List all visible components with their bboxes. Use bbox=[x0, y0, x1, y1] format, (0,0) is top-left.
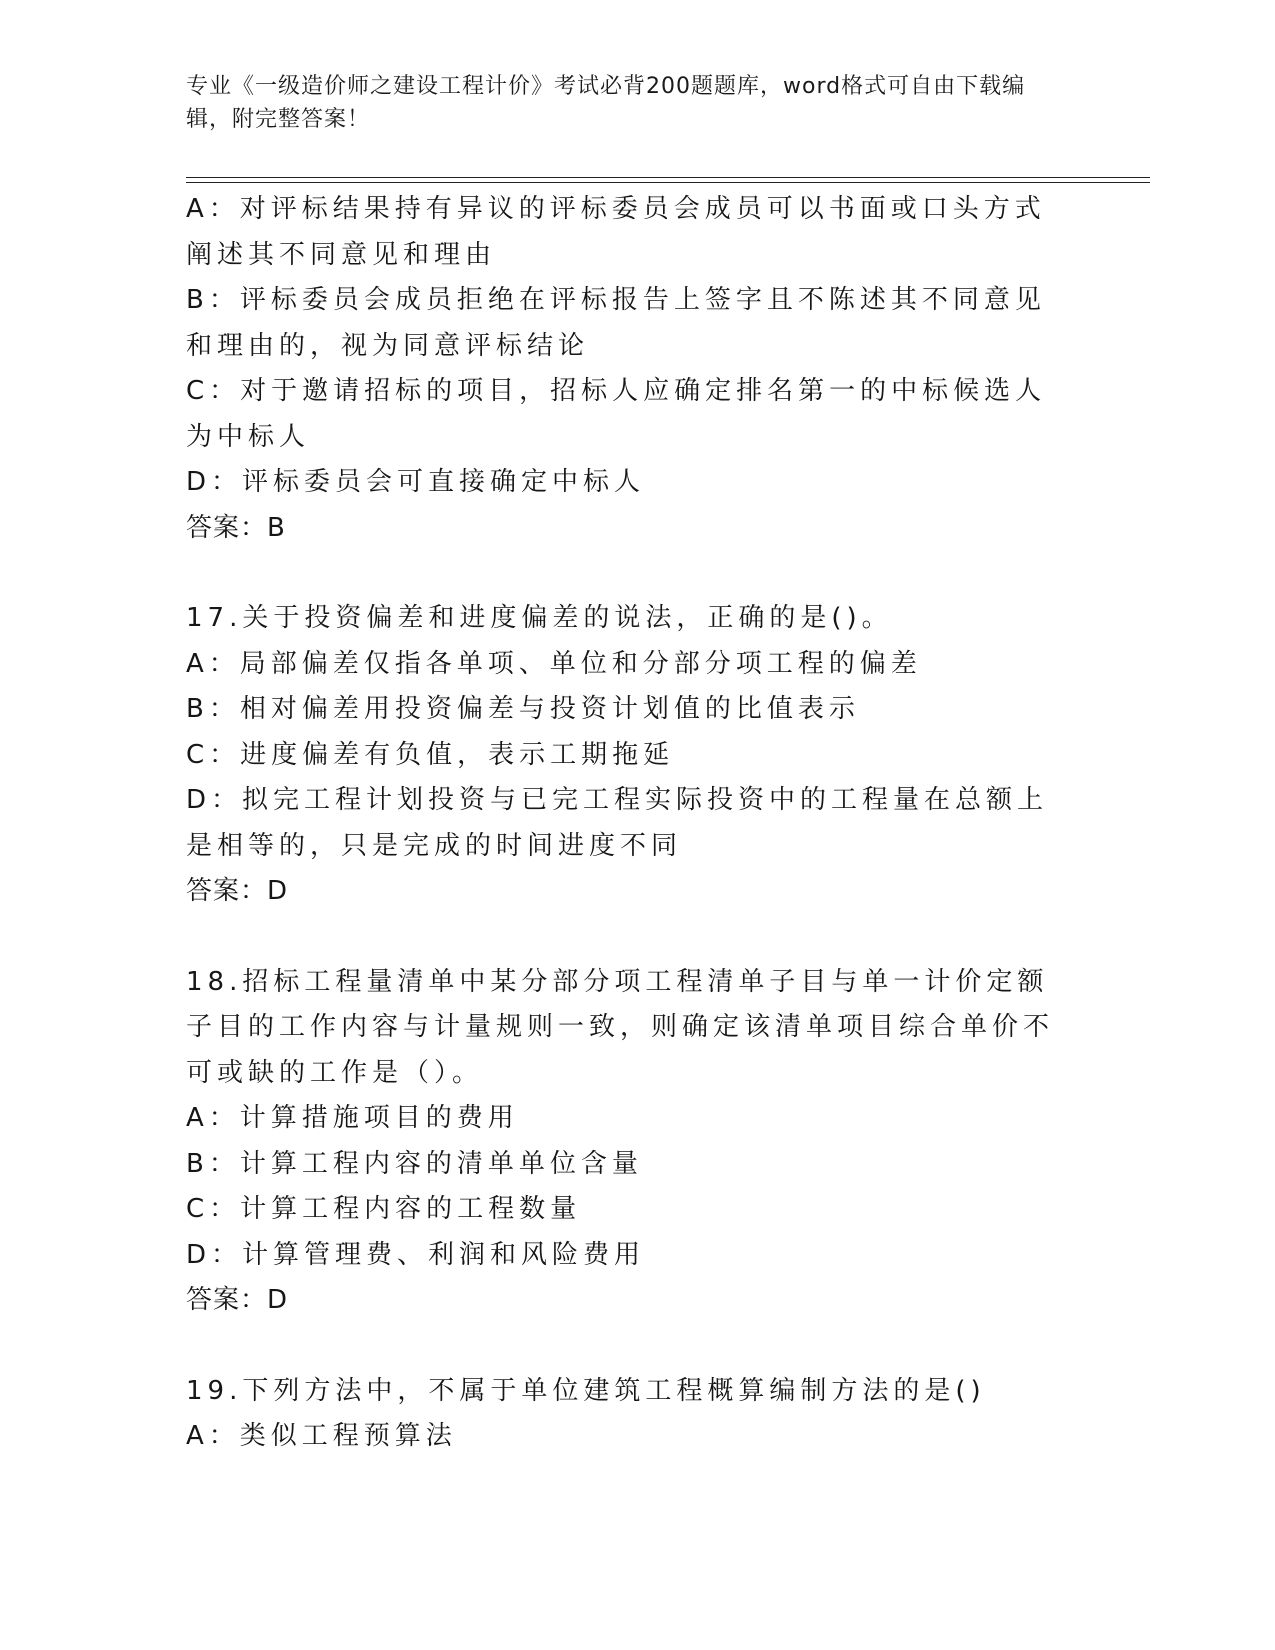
option-c: C：对于邀请招标的项目，招标人应确定排名第一的中标候选人为中标人 bbox=[186, 376, 1047, 452]
option-d: D：拟完工程计划投资与已完工程实际投资中的工程量在总额上是相等的，只是完成的时间进度不同 bbox=[186, 785, 1049, 861]
document-header bbox=[186, 70, 1066, 136]
question-block-17 bbox=[186, 596, 1066, 915]
option-c: C：计算工程内容的工程数量 bbox=[186, 1194, 582, 1224]
header-divider bbox=[186, 177, 1150, 183]
option-c: C：进度偏差有负值，表示工期拖延 bbox=[186, 739, 675, 770]
question-block-19 bbox=[186, 1369, 1066, 1460]
option-b: B：计算工程内容的清单单位含量 bbox=[186, 1148, 643, 1179]
option-a: A：对评标结果持有异议的评标委员会成员可以书面或口头方式阐述其不同意见和理由 bbox=[186, 194, 1046, 270]
option-d: D：评标委员会可直接确定中标人 bbox=[186, 467, 646, 497]
question-block-16 bbox=[186, 187, 1066, 551]
spacer bbox=[186, 915, 1066, 960]
spacer bbox=[186, 1324, 1066, 1369]
option-b: B：评标委员会成员拒绝在评标报告上签字且不陈述其不同意见和理由的，视为同意评标结论 bbox=[186, 285, 1046, 361]
option-a: A：计算措施项目的费用 bbox=[186, 1103, 519, 1133]
header-title: 专业《一级造价师之建设工程计价》考试必背200题题库，word格式可自由下载编辑，附完整答案！ bbox=[186, 74, 1026, 132]
option-a: A：局部偏差仅指各单项、单位和分部分项工程的偏差 bbox=[186, 648, 922, 679]
document-body bbox=[186, 187, 1066, 1460]
spacer bbox=[186, 551, 1066, 596]
answer-line: 答案：D bbox=[186, 1285, 289, 1315]
question-stem: 18.招标工程量清单中某分部分项工程清单子目与单一计价定额子目的工作内容与计量规则一致，则确定该清单项目综合单价不可或缺的工作是（）。 bbox=[186, 966, 1055, 1088]
question-stem: 17.关于投资偏差和进度偏差的说法，正确的是()。 bbox=[186, 603, 893, 633]
answer-line: 答案：D bbox=[186, 876, 289, 906]
question-stem: 19.下列方法中，不属于单位建筑工程概算编制方法的是() bbox=[186, 1375, 986, 1406]
option-a: A：类似工程预算法 bbox=[186, 1421, 457, 1451]
option-b: B：相对偏差用投资偏差与投资计划值的比值表示 bbox=[186, 694, 860, 724]
question-block-18 bbox=[186, 960, 1066, 1324]
answer-line: 答案：B bbox=[186, 512, 286, 543]
option-d: D：计算管理费、利润和风险费用 bbox=[186, 1239, 646, 1270]
